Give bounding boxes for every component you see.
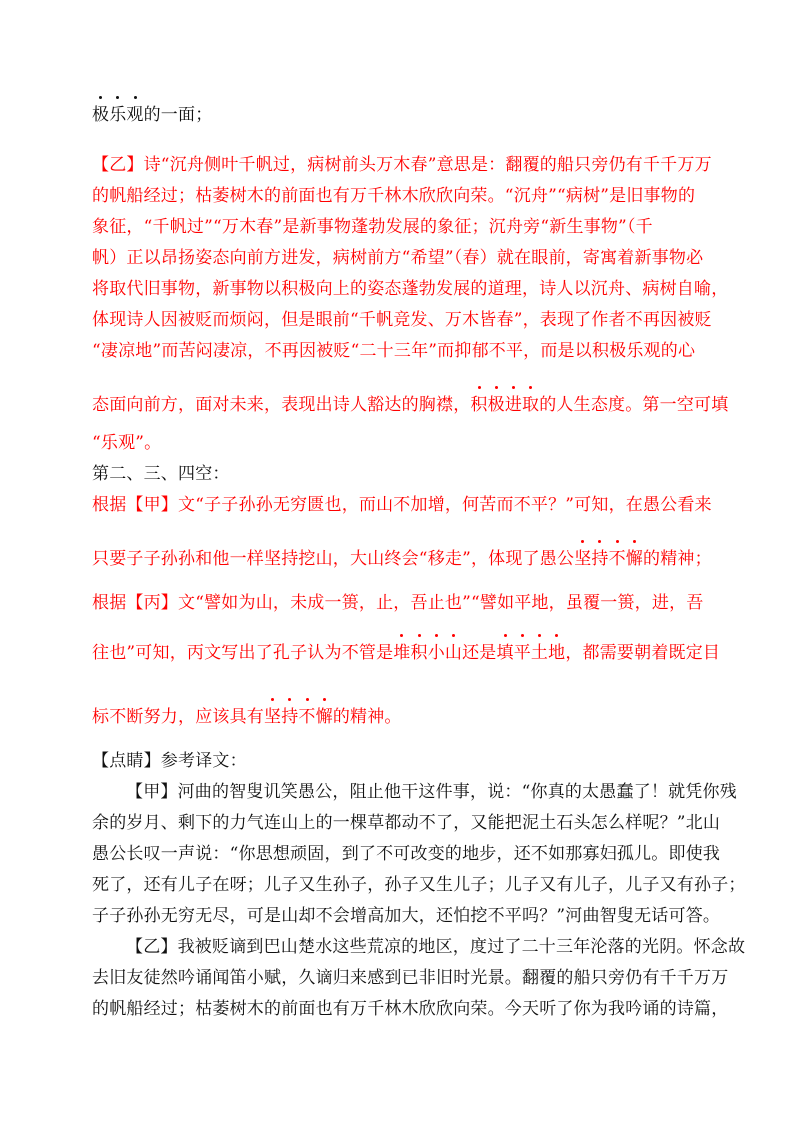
- text-segment: 往也”可知，丙文写出了孔子认为不管是: [92, 643, 394, 663]
- text-line: [92, 967, 728, 989]
- text-segment: 的帆船经过；枯萎树木的前面也有万千林木欣欣向荣。今天听了你为我吟诵的诗篇，: [92, 999, 729, 1019]
- text-segment: “凄凉地”而苦闷凄凉，不再因被贬“二十三年”而抑郁不平，而是以积极乐观的心: [92, 341, 696, 361]
- text-line: [92, 247, 703, 269]
- text-line: [92, 309, 712, 331]
- emphasized-text: 积极进取: [470, 395, 540, 415]
- text-line: [92, 706, 402, 728]
- text-segment: 根据【丙】文“譬如为山，未成一篑，止，吾止也”“譬如平地，虽覆一篑，进，吾: [92, 593, 704, 613]
- text-line: [92, 592, 703, 614]
- text-segment: 子子孙孙无穷无尽，可是山却不会增高加大，还怕挖不平吗？”河曲智叟无话可答。: [92, 906, 721, 926]
- text-segment: 标不断努力，应该具有: [92, 707, 264, 727]
- text-line: [92, 216, 653, 238]
- text-segment: “乐观”。: [92, 433, 162, 453]
- text-segment: 将取代旧事物，新事物以积极向上的姿态蓬勃发展的道理，诗人以沉舟、病树自喻，: [92, 279, 729, 299]
- text-line: [92, 750, 247, 772]
- text-segment: 只要子子孙孙和他一样坚持挖山，大山终会“移走”，体现了愚公: [92, 549, 575, 569]
- emphasized-text: 堆积小山: [393, 643, 463, 663]
- text-line: [92, 494, 712, 516]
- text-line: [92, 185, 695, 207]
- text-segment: 根据【甲】文“子子孙孙无穷匮也，而山不加增，何苦而不平？”可知，在愚公看来: [92, 495, 712, 515]
- text-segment: 还是: [462, 643, 497, 663]
- text-line: [92, 812, 720, 834]
- text-line: [92, 278, 728, 300]
- text-segment: 【点睛】参考译文：: [92, 751, 247, 771]
- text-segment: 的人生态度。第一空可填: [539, 395, 729, 415]
- emphasized-text: 极乐观: [92, 105, 144, 125]
- text-segment: 【甲】河曲的智叟讥笑愚公，阻止他干这件事，说：“你真的太愚蠢了！就凭你残: [126, 782, 737, 802]
- text-line: [92, 154, 712, 176]
- emphasized-text: 填平土地: [496, 643, 566, 663]
- text-line: [92, 394, 728, 416]
- text-line: [92, 843, 720, 865]
- text-line: [92, 905, 720, 927]
- text-segment: 余的岁月、剩下的力气连山上的一棵草都动不了，又能把泥土石头怎么样呢？”北山: [92, 813, 721, 833]
- text-line: [92, 104, 212, 126]
- text-line: [126, 936, 745, 958]
- text-segment: 的帆船经过；枯萎树木的前面也有万千林木欣欣向荣。“沉舟”“病树”是旧事物的: [92, 186, 696, 206]
- text-segment: 死了，还有儿子在呀；儿子又生孙子，孙子又生儿子；儿子又有儿子，儿子又有孙子；: [92, 875, 746, 895]
- emphasized-text: 坚持不懈: [574, 549, 643, 569]
- text-segment: ，都需要朝着既定目: [565, 643, 721, 663]
- text-segment: 【乙】我被贬谪到巴山楚水这些荒凉的地区，度过了二十三年沦落的光阴。怀念故: [126, 937, 746, 957]
- text-segment: 的一面；: [143, 105, 213, 125]
- text-line: [92, 874, 746, 896]
- text-segment: 的精神。: [332, 707, 402, 727]
- text-segment: 【乙】诗“沉舟侧叶千帆过，病树前头万木春”意思是：翻覆的船只旁仍有千千万万: [92, 155, 712, 175]
- text-line: [92, 642, 720, 664]
- text-segment: 体现诗人因被贬而烦闷，但是眼前“千帆竞发、万木皆春”，表现了作者不再因被贬: [92, 310, 712, 330]
- text-line: [92, 432, 161, 454]
- text-segment: 象征，“千帆过”“万木春”是新事物蓬勃发展的象征；沉舟旁“新生事物”（千: [92, 217, 653, 237]
- text-line: [92, 548, 712, 570]
- text-segment: 的精神；: [643, 549, 712, 569]
- emphasized-text: 坚持不懈: [264, 707, 333, 727]
- text-line: [92, 463, 230, 485]
- text-segment: 去旧友徒然吟诵闻笛小赋，久谪归来感到已非旧时光景。翻覆的船只旁仍有千千万万: [92, 968, 729, 988]
- text-segment: 帆）正以昂扬姿态向前方进发，病树前方“希望”（春）就在眼前，寄寓着新事物必: [92, 248, 704, 268]
- text-line: [92, 998, 728, 1020]
- text-segment: 态面向前方，面对未来，表现出诗人豁达的胸襟，: [92, 395, 471, 415]
- text-line: [126, 781, 737, 803]
- text-segment: 第二、三、四空：: [92, 464, 230, 484]
- text-line: [92, 340, 695, 362]
- text-segment: 愚公长叹一声说：“你思想顽固，到了不可改变的地步，还不如那寡妇孤儿。即使我: [92, 844, 721, 864]
